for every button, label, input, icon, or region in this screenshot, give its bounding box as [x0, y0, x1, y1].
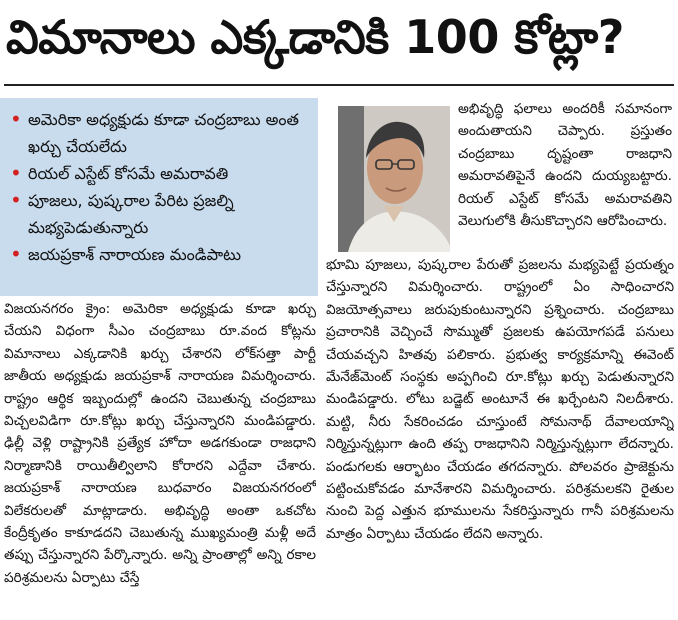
paragraph: భూమి పూజలు, పుష్కరాల పేరుతో ప్రజలను మభ్యపెట్టే ప్రయత్నం చేస్తున్నారని విమర్శించారు. రాష్ట్రంలో ఏం సాధించారని విజయోత్సవాలు జరుపుకుంటున్నారని ప్రశ్నించారు. చంద్రబాబు ప్రచారానికి వెచ్చించే సొమ్ముతో ప్రజలకు ఉపయోగపడే పనులు చేయవచ్చని హితవు పలికారు. ప్రభుత్వ కార్యక్రమాన్ని ఈవెంట్ మేనేజ్‌మెంట్ సంస్థకు అప్పగించి రూ.కోట్లు ఖర్చు పెడుతున్నారని మండిపడ్డారు. లోటు బడ్జెట్ అంటూనే ఈ ఖర్చేంటని నిలదీశారు. మట్టి, నీరు సేకరించడం చూస్తుంటే సోమనాథ్ దేవాలయాన్ని నిర్మిస్తున్నట్లుగా ఉంది తప్ప రాజధానిని నిర్మిస్తున్నట్లుగా లేదన్నారు. పండుగలకు ఆర్భాటం చేయడం తగదన్నారు. పోలవరం ప్రాజెక్టును పట్టించుకోవడం మానేశారని విమర్శించారు. పరిశ్రమలకని రైతుల నుంచి పెద్ద ఎత్తున భూములను సేకరిస్తున్నారు గానీ పరిశ్రమలను మాత్రం ఏర్పాటు చేయడం లేదని అన్నారు.	[326, 257, 674, 542]
bullet-icon: •	[10, 188, 22, 212]
highlight-text: రియల్ ఎస్టేట్ కోసమే అమరావతి	[28, 164, 229, 183]
bullet-icon: •	[10, 242, 22, 266]
highlight-item	[10, 187, 312, 241]
highlight-text: పూజలు, పుష్కరాల పేరిట ప్రజల్ని మభ్యపెడుతున్నారు	[28, 191, 234, 237]
article-body-right	[326, 254, 674, 604]
portrait-photo	[338, 106, 450, 252]
article-body-right-top	[458, 98, 672, 254]
paragraph: అభివృద్ధి ఫలాలు అందరికీ సమానంగా అందుతాయని చెప్పారు. ప్రస్తుతం చంద్రబాబు దృష్టంతా రాజధాని అమరావతిపైనే ఉందని దుయ్యబట్టారు. రియల్ ఎస్టేట్ కోసమే అమరావతిని వెలుగులోకి తీసుకొచ్చారని ఆరోపించారు.	[458, 101, 672, 230]
headline-rule	[4, 84, 674, 86]
highlight-item	[10, 106, 312, 160]
headline: విమానాలు ఎక్కడానికి 100 కోట్లా?	[6, 10, 624, 64]
highlights-box	[0, 98, 318, 296]
highlight-item	[10, 160, 312, 187]
highlight-text: అమెరికా అధ్యక్షుడు కూడా చంద్రబాబు అంత ఖర్చు చేయలేదు	[28, 110, 299, 156]
bullet-icon: •	[10, 161, 22, 185]
paragraph: విజయనగరం క్రైం: అమెరికా అధ్యక్షుడు కూడా ఖర్చు చేయని విధంగా సీఎం చంద్రబాబు రూ.వంద కోట్లను విమానాలు ఎక్కడానికి ఖర్చు చేశారని లోక్‌సత్తా పార్టీ జాతీయ అధ్యక్షుడు జయప్రకాశ్ నారాయణ విమర్శించారు. రాష్ట్రం ఆర్థిక ఇబ్బందుల్లో ఉందని చెబుతున్న చంద్రబాబు విచ్చలవిడిగా రూ.కోట్లు ఖర్చు చేస్తున్నారని మండిపడ్డారు. ఢిల్లీ వెళ్లి రాష్ట్రానికి ప్రత్యేక హోదా అడగకుండా రాజధాని నిర్మాణానికి రాయితీల్విలాని కోరారని ఎద్దేవా చేశారు. జయప్రకాశ్ నారాయణ బుధవారం విజయనగరంలో విలేకరులతో మాట్లాడారు. అభివృద్ధి అంతా ఒకచోట కేంద్రీకృతం కాకూడదని చెబుతున్న ముఖ్యమంత్రి మళ్లీ అదే తప్పు చేస్తున్నారని పేర్కొన్నారు. అన్ని ప్రాంతాల్లో అన్ని రకాల పరిశ్రమలను ఏర్పాటు చేస్తే	[4, 301, 316, 586]
article-body-left	[4, 298, 316, 616]
bullet-icon: •	[10, 107, 22, 131]
highlight-text: జయప్రకాశ్ నారాయణ మండిపాటు	[28, 245, 242, 264]
highlight-item	[10, 241, 312, 268]
